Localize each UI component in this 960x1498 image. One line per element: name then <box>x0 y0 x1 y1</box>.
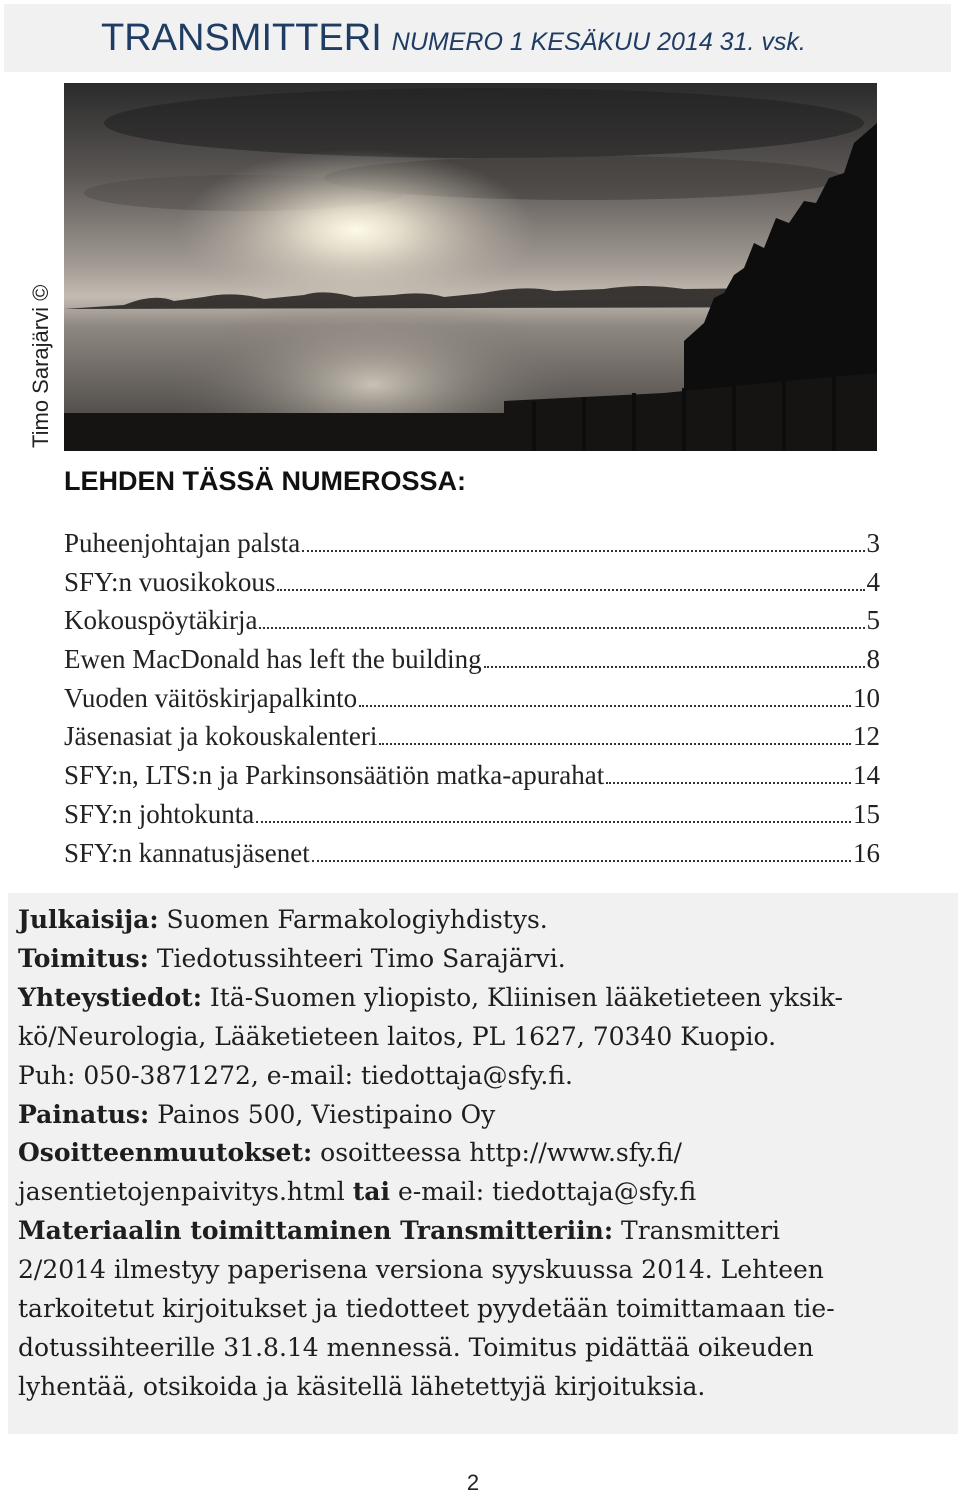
print-label: Painatus: <box>18 1099 150 1129</box>
toc-item <box>64 760 880 799</box>
toc-item-title: SFY:n vuosikokous <box>64 566 276 597</box>
address-change-line <box>18 1134 943 1173</box>
address-change-line-2 <box>18 1173 943 1212</box>
table-of-contents <box>64 528 880 876</box>
toc-item <box>64 721 880 760</box>
toc-item <box>64 605 880 644</box>
toc-item-page: 14 <box>853 760 880 791</box>
contact-value-1: Itä-Suomen yliopisto, Kliinisen lääketieteen yksik- <box>209 982 843 1012</box>
toc-item <box>64 799 880 838</box>
editor-value: Tiedotussihteeri Timo Sarajärvi. <box>156 943 566 973</box>
material-line-2: 2/2014 ilmestyy paperisena versiona syyskuussa 2014. Lehteen <box>18 1255 824 1285</box>
toc-heading: LEHDEN TÄSSÄ NUMEROSSA: <box>64 466 467 496</box>
toc-item-page: 4 <box>866 566 880 597</box>
toc-item-page: 16 <box>853 837 880 868</box>
publication-info-box <box>8 893 958 1434</box>
toc-item-title: Vuoden väitöskirjapalkinto <box>64 682 358 713</box>
contact-line-3: Puh: 050-3871272, e-mail: tiedottaja@sfy.fi. <box>18 1060 574 1090</box>
toc-leader-dots <box>379 743 851 745</box>
toc-item-page: 10 <box>853 682 880 713</box>
issue-info: NUMERO 1 KESÄKUU 2014 31. vsk. <box>391 28 806 56</box>
publisher-line <box>18 901 943 940</box>
masthead <box>4 4 951 72</box>
address-change-url-cont[interactable]: jasentietojenpaivitys.html <box>18 1177 345 1207</box>
material-line <box>18 1212 943 1251</box>
toc-leader-dots <box>606 782 851 784</box>
title-text: TRANSMITTERI <box>101 17 382 59</box>
toc-leader-dots <box>256 821 851 823</box>
material-line-4: dotussihteerille 31.8.14 mennessä. Toimitus pidättää oikeuden <box>18 1332 814 1362</box>
publication-info-text <box>18 901 943 1407</box>
toc-item <box>64 838 880 877</box>
page-number: 2 <box>466 1470 480 1495</box>
toc-leader-dots <box>484 666 865 668</box>
toc-item-page: 8 <box>866 644 880 675</box>
material-value-1: Transmitteri <box>621 1216 781 1246</box>
toc-leader-dots <box>302 550 864 552</box>
toc-item <box>64 567 880 606</box>
toc-item-title: Puheenjohtajan palsta <box>64 528 301 558</box>
toc-item <box>64 683 880 722</box>
editor-label: Toimitus: <box>18 943 149 973</box>
contact-label: Yhteystiedot: <box>18 982 202 1012</box>
toc-item-page: 12 <box>853 721 880 752</box>
toc-item <box>64 644 880 683</box>
publication-title <box>101 17 806 60</box>
editor-line <box>18 940 943 979</box>
toc-item-page: 15 <box>853 798 880 829</box>
toc-item-title: SFY:n, LTS:n ja Parkinsonsäätiön matka-apurahat <box>64 760 605 791</box>
print-line <box>18 1096 943 1135</box>
toc-item-title: Ewen MacDonald has left the building <box>64 644 482 675</box>
address-change-url[interactable]: osoitteessa http://www.sfy.fi/ <box>320 1138 682 1168</box>
publisher-label: Julkaisija: <box>18 905 159 934</box>
publisher-value: Suomen Farmakologiyhdistys. <box>166 905 548 934</box>
toc-item-title: SFY:n kannatusjäsenet <box>64 837 310 868</box>
material-line-5: lyhentää, otsikoida ja käsitellä lähetettyjä kirjoituksia. <box>18 1371 706 1401</box>
toc-item-page: 3 <box>866 528 880 558</box>
material-line-3: tarkoitetut kirjoitukset ja tiedotteet pyydetään toimittamaan tie- <box>18 1294 835 1324</box>
toc-item-title: Jäsenasiat ja kokouskalenteri <box>64 721 378 752</box>
toc-item-page: 5 <box>866 605 880 636</box>
address-change-email[interactable]: e-mail: tiedottaja@sfy.fi <box>397 1177 697 1207</box>
cover-photo-lake-sunset <box>64 83 877 451</box>
toc-item-title: SFY:n johtokunta <box>64 798 255 829</box>
address-change-label: Osoitteenmuutokset: <box>18 1138 313 1168</box>
address-or: tai <box>352 1177 390 1207</box>
toc-item-title: Kokouspöytäkirja <box>64 605 258 636</box>
contact-line-2: kö/Neurologia, Lääketieteen laitos, PL 1627, 70340 Kuopio. <box>18 1021 777 1051</box>
contact-line <box>18 979 943 1018</box>
toc-leader-dots <box>259 627 864 629</box>
toc-leader-dots <box>277 589 864 591</box>
print-value: Painos 500, Viestipaino Oy <box>157 1099 496 1129</box>
toc-item <box>64 528 880 567</box>
toc-leader-dots <box>359 705 851 707</box>
toc-leader-dots <box>312 860 851 862</box>
photo-credit: Timo Sarajärvi © <box>28 284 53 448</box>
material-label: Materiaalin toimittaminen Transmitteriin: <box>18 1216 614 1246</box>
